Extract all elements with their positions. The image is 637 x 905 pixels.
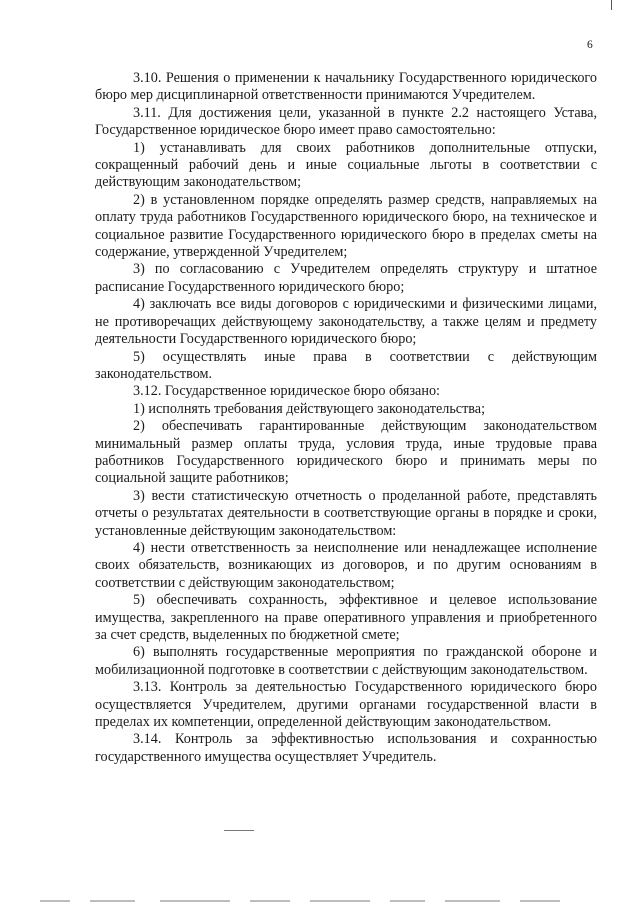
list-item-3-11-1: 1) устанавливать для своих работников дополнительные отпуски, сокращенный рабочий день и иные социальные льготы в соответствии с действующим законодательством; xyxy=(95,139,597,191)
paragraph-3-14: 3.14. Контроль за эффективностью использования и сохранностью государственного имущества осуществляет Учредитель. xyxy=(95,731,597,765)
page-number: 6 xyxy=(587,39,593,51)
paragraph-3-10: 3.10. Решения о применении к начальнику Государственного юридического бюро мер дисциплинарной ответственности принимаются Учредителем. xyxy=(95,70,597,104)
list-item-3-12-4: 4) нести ответственность за неисполнение или ненадлежащее исполнение своих обязательств, возникающих из договоров, и по другим основаниям в соответствии с действующим законодательством; xyxy=(95,539,597,591)
list-item-3-12-1: 1) исполнять требования действующего законодательства; xyxy=(133,400,486,417)
list-item-3-12-2: 2) обеспечивать гарантированные действующим законодательством минимальный размер оплаты труда, условия труда, иные трудовые права работников Государственного юридического бюро и принимать меры по социальной защите работников; xyxy=(95,418,597,487)
paragraph-3-11: 3.11. Для достижения цели, указанной в пункте 2.2 настоящего Устава, Государственное юридическое бюро имеет право самостоятельно: xyxy=(95,104,597,139)
list-item-3-12-3: 3) вести статистическую отчетность о проделанной работе, представлять отчеты о результатах деятельности в соответствующие органы в порядке и сроки, установленные действующим законодательством: xyxy=(95,487,597,539)
bottom-dash-mark xyxy=(224,830,254,831)
scan-edge-artifact xyxy=(0,897,637,905)
list-item-3-12-6: 6) выполнять государственные мероприятия по гражданской обороне и мобилизационной подготовке в соответствии с действующим законодательством. xyxy=(95,644,597,678)
list-item-3-11-4: 4) заключать все виды договоров с юридическими и физическими лицами, не противоречащих действующему законодательству, а также целям и предмету деятельности Государственного юридического бюро; xyxy=(95,296,597,348)
list-item-3-11-2: 2) в установленном порядке определять размер средств, направляемых на оплату труда работников Государственного юридического бюро, на техническое и социальное развитие Государственного юридического бюро в пределах сметы на содержание, утвержденной Учредителем; xyxy=(95,191,597,261)
document-body xyxy=(95,70,597,766)
paragraph-3-12: 3.12. Государственное юридическое бюро обязано: xyxy=(133,383,440,400)
list-item-3-12-5: 5) обеспечивать сохранность, эффективное и целевое использование имущества, закрепленного на праве оперативного управления и приобретенного за счет средств, выделенных по бюджетной смете; xyxy=(95,592,597,643)
scan-mark xyxy=(611,0,612,10)
list-item-3-11-3: 3) по согласованию с Учредителем определять структуру и штатное расписание Государственного юридического бюро; xyxy=(95,261,597,295)
list-item-3-11-5: 5) осуществлять иные права в соответствии с действующим законодательством. xyxy=(95,348,597,382)
paragraph-3-13: 3.13. Контроль за деятельностью Государственного юридического бюро осуществляется Учредителем, другими органами государственной власти в пределах их компетенции, определенной действующим законодательством. xyxy=(95,679,597,731)
